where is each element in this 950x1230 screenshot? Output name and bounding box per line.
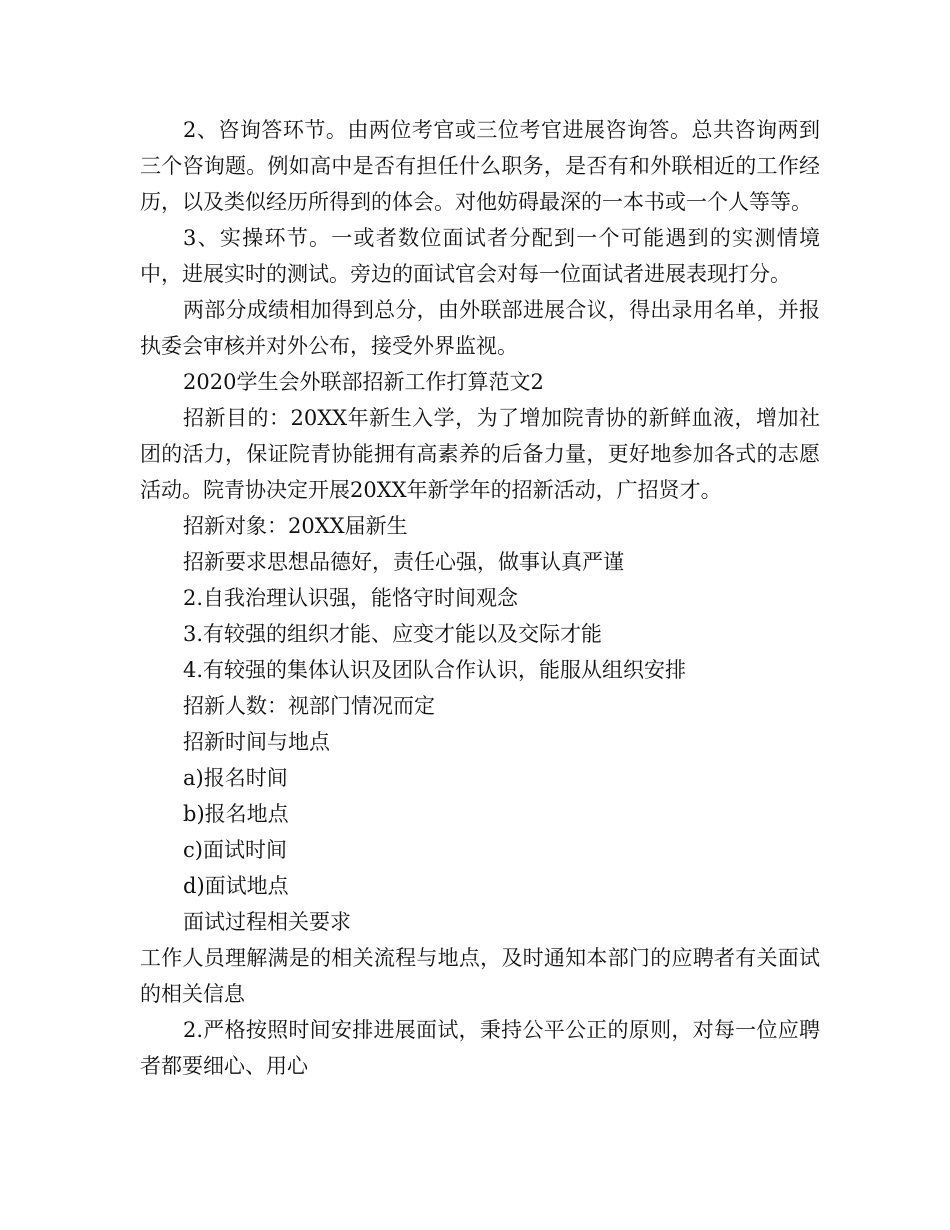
paragraph-practical-test: 3、实操环节。一或者数位面试者分配到一个可能遇到的实测情境中，进展实时的测试。旁边的面试官会对每一位面试者进展表现打分。 [140,226,820,286]
list-item-signup-place: b)报名地点 [183,802,289,826]
list-item-interview-fairness: 2.严格按照时间安排进展面试，秉持公平公正的原则，对每一位应聘者都要细心、用心 [140,1018,820,1078]
paragraph-staff-notice: 工作人员理解满是的相关流程与地点，及时通知本部门的应聘者有关面试的相关信息 [140,946,820,1006]
list-item-interview-place: d)面试地点 [183,874,289,898]
paragraph-recruit-count: 招新人数：视部门情况而定 [183,694,435,718]
section-heading-plan-2: 2020学生会外联部招新工作打算范文2 [183,370,544,394]
paragraph-interview-requirements: 面试过程相关要求 [183,910,351,934]
paragraph-recruit-requirement: 招新要求思想品德好，责任心强，做事认真严谨 [183,550,624,574]
paragraph-interview-qa: 2、咨询答环节。由两位考官或三位考官进展咨询答。总共咨询两到三个咨询题。例如高中是否有担任什么职务，是否有和外联相近的工作经历，以及类似经历所得到的体会。对他妨碍最深的一本书或一个人等等。 [140,118,820,214]
paragraph-recruit-purpose: 招新目的：20XX年新生入学，为了增加院青协的新鲜血液，增加社团的活力，保证院青协能拥有高素养的后备力量，更好地参加各式的志愿活动。院青协决定开展20XX年新学年的招新活动，广招贤才。 [140,406,820,502]
paragraph-total-score: 两部分成绩相加得到总分，由外联部进展合议，得出录用名单，并报执委会审核并对外公布，接受外界监视。 [140,298,820,358]
paragraph-recruit-target: 招新对象：20XX届新生 [183,514,408,538]
document-body [140,112,820,1084]
list-item-requirement-3: 3.有较强的组织才能、应变才能以及交际才能 [183,622,603,646]
list-item-requirement-4: 4.有较强的集体认识及团队合作认识，能服从组织安排 [183,658,687,682]
list-item-requirement-2: 2.自我治理认识强，能恪守时间观念 [183,586,519,610]
list-item-interview-time: c)面试时间 [183,838,287,862]
paragraph-time-place: 招新时间与地点 [183,730,330,754]
list-item-signup-time: a)报名时间 [183,766,288,790]
